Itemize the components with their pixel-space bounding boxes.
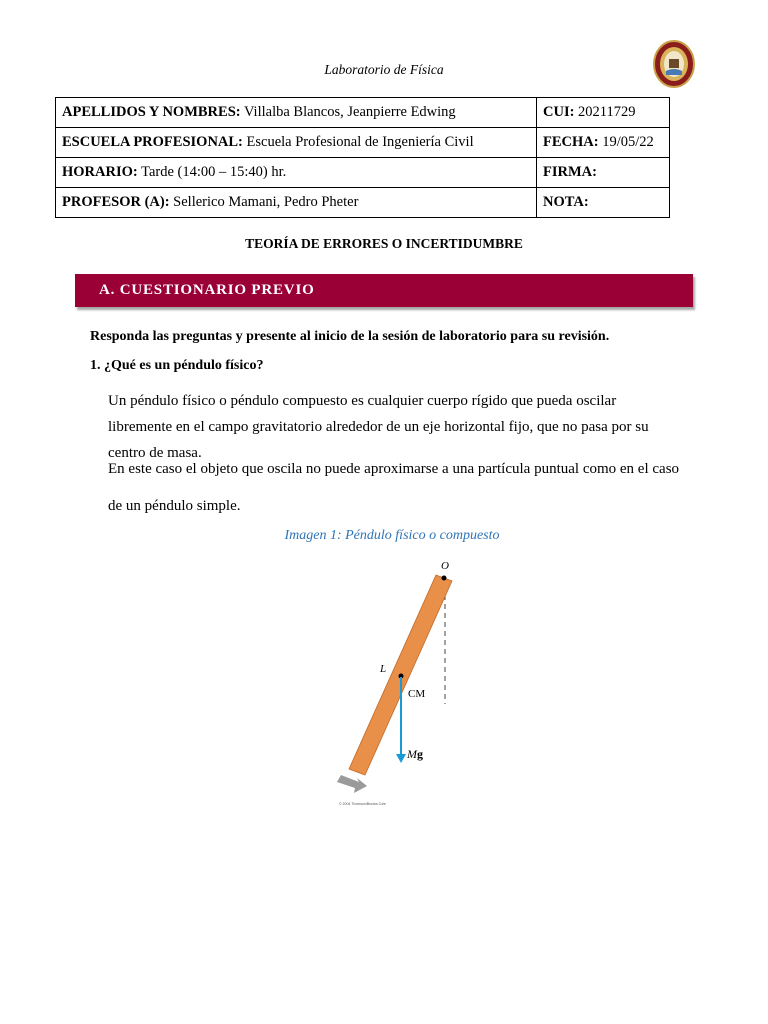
weight-label-m: M	[407, 747, 417, 761]
paragraph: En este caso el objeto que oscila no puede aproximarse a una partícula puntual como en el caso de un péndulo simple.	[108, 461, 680, 514]
question-heading: 1. ¿Qué es un péndulo físico?	[90, 358, 264, 373]
table-cell	[537, 98, 670, 128]
university-seal-logo	[653, 40, 695, 88]
table-row	[56, 128, 670, 158]
pivot-label: O	[441, 560, 449, 572]
banner-label: A. CUESTIONARIO PREVIO	[99, 282, 315, 298]
gravity-arrow-head	[396, 754, 406, 763]
field-value: Sellerico Mamani, Pedro Pheter	[169, 194, 359, 211]
table-cell	[56, 188, 537, 218]
instructions-text: Responda las preguntas y presente al inicio de la sesión de laboratorio para su revisión.	[90, 329, 610, 344]
field-value: 20211729	[574, 104, 636, 121]
field-label: HORARIO:	[62, 164, 138, 181]
table-cell	[537, 128, 670, 158]
figure-credit: © 2004 Thomson/Brooks Cole	[339, 802, 386, 806]
physical-pendulum-figure	[333, 556, 463, 812]
table-cell	[56, 128, 537, 158]
field-label: NOTA:	[543, 194, 589, 211]
weight-label-g: g	[417, 747, 423, 761]
field-label: APELLIDOS Y NOMBRES:	[62, 104, 241, 121]
field-label: FECHA:	[543, 134, 599, 151]
table-cell	[56, 98, 537, 128]
field-label: PROFESOR (A):	[62, 194, 170, 211]
field-value: 19/05/22	[598, 134, 654, 151]
section-banner	[75, 274, 693, 307]
section-title: TEORÍA DE ERRORES O INCERTIDUMBRE	[245, 236, 523, 251]
field-label: CUI:	[543, 104, 575, 121]
pivot-point	[442, 576, 447, 581]
header-title: Laboratorio de Física	[324, 62, 444, 77]
center-of-mass-label: CM	[408, 688, 426, 700]
table-cell	[56, 158, 537, 188]
table-row	[56, 98, 670, 128]
field-value: Tarde (14:00 – 15:40) hr.	[137, 164, 287, 181]
length-label: L	[380, 663, 387, 675]
table-row	[56, 188, 670, 218]
weight-label	[406, 747, 423, 761]
field-value: Villalba Blancos, Jeanpierre Edwing	[240, 104, 456, 121]
field-label: ESCUELA PROFESIONAL:	[62, 134, 243, 151]
table-cell	[537, 188, 670, 218]
motion-arrow	[337, 775, 367, 793]
table-cell	[537, 158, 670, 188]
field-value: Escuela Profesional de Ingeniería Civil	[242, 134, 474, 151]
figure-caption: Imagen 1: Péndulo físico o compuesto	[284, 528, 500, 543]
student-info-table	[55, 97, 670, 218]
paragraph: Un péndulo físico o péndulo compuesto es cualquier cuerpo rígido que pueda oscilar libremente en el campo gravitatorio alrededor de un eje horizontal fijo, que no pasa por su centro de masa.	[108, 393, 649, 461]
field-label: FIRMA:	[543, 164, 597, 181]
table-row	[56, 158, 670, 188]
